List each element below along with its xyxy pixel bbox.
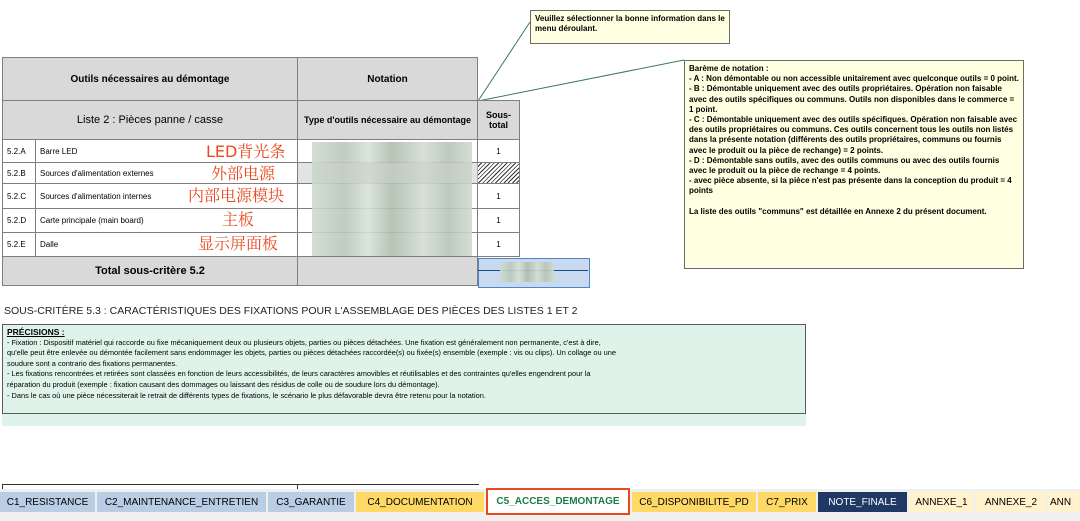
redacted-value bbox=[312, 142, 472, 256]
tab-c7-prix[interactable]: C7_PRIX bbox=[758, 492, 816, 512]
bareme-title: Barème de notation : bbox=[689, 64, 769, 73]
tab-c2-maintenance[interactable]: C2_MAINTENANCE_ENTRETIEN bbox=[97, 492, 266, 512]
tab-c5-acces-demontage[interactable]: C5_ACCES_DEMONTAGE bbox=[486, 488, 630, 515]
row-name: Barre LED bbox=[35, 139, 298, 163]
row-code: 5.2.D bbox=[2, 208, 36, 233]
subtotal-header: Sous-total bbox=[477, 100, 520, 140]
bareme-line: - B : Démontable uniquement avec des outils propriétaires. Opération non faisable avec des outils spécifiques ou communs. Outils non disponibles dans le commerce = 1 point. bbox=[689, 84, 1015, 114]
precisions-box-bottom bbox=[2, 414, 806, 426]
tab-c1-resistance[interactable]: C1_RESISTANCE bbox=[0, 492, 95, 512]
bareme-line: - C : Démontable uniquement avec des outils spécifiques. Opération non faisable avec des outils propriétaires ou communs. Ces outils concernent tous les outils non listés dans la présente notation (différents des outils propriétaires, communs ou fournis avec le produit ou la pièce de rechange) = 2 points. bbox=[689, 115, 1018, 155]
annotation-display-panel: 显示屏面板 bbox=[198, 234, 279, 253]
total-label: Total sous-critère 5.2 bbox=[2, 256, 298, 286]
bareme-line: - D : Démontable sans outils, avec des outils communs ou avec des outils fournis avec le produit ou la pièce de rechange = 4 points. bbox=[689, 155, 1000, 176]
bareme-note bbox=[684, 60, 1024, 269]
annotation-internal-power: 内部电源模块 bbox=[188, 186, 285, 205]
bareme-line: - avec pièce absente, si la pièce n'est pas présente dans la conception du produit = 4 points bbox=[689, 176, 1012, 196]
row-subtotal-hatched bbox=[477, 162, 520, 184]
type-header: Type d'outils nécessaire au démontage bbox=[297, 100, 478, 140]
row-name: Sources d'alimentation externes bbox=[35, 162, 298, 184]
redacted-hatch bbox=[298, 163, 478, 183]
row-code: 5.2.B bbox=[2, 162, 36, 184]
bareme-footer: La liste des outils "communs" est détaillée en Annexe 2 du présent document. bbox=[689, 206, 987, 216]
dropdown-tooltip: Veuillez sélectionner la bonne information dans le menu déroulant. bbox=[530, 10, 730, 44]
precisions-line: - Dans le cas où une pièce nécessiterait le retrait de différents types de fixations, le scénario le plus défavorable devra être retenu pour la notation. bbox=[7, 390, 486, 400]
tab-annexe-partial[interactable]: ANN bbox=[1048, 492, 1080, 512]
precisions-line: qu'elle peut être enlevée ou démontée facilement sans endommager les objets, parties ou pièces détachées raccordée(s) ou fixée(s) ensemble (exemple : vis ou clips). Un collage ou une bbox=[7, 348, 617, 358]
annotation-led-backlight: LED背光条 bbox=[206, 142, 286, 161]
precisions-line: soudure sont a contrario des fixations permanentes. bbox=[7, 358, 178, 368]
tab-c3-garantie[interactable]: C3_GARANTIE bbox=[268, 492, 354, 512]
precisions-line: - Fixation : Dispositif matériel qui raccorde ou fixe mécaniquement deux ou plusieurs objets, parties ou pièces détachées. Une fixation est généralement non permanente, c'est à dire, bbox=[7, 337, 601, 347]
precisions-line: réparation du produit (exemple : fixation causant des dommages ou laissant des résidus de colle ou de soudure lors du démontage). bbox=[7, 379, 440, 389]
row-name: Carte principale (main board) bbox=[35, 208, 298, 233]
precisions-title: PRÉCISIONS : bbox=[7, 327, 65, 337]
list-header: Liste 2 : Pièces panne / casse bbox=[2, 100, 298, 140]
row-subtotal: 1 bbox=[477, 183, 520, 209]
tab-annexe-1[interactable]: ANNEXE_1 bbox=[909, 492, 974, 512]
row-subtotal: 1 bbox=[477, 139, 520, 163]
annotation-external-power: 外部电源 bbox=[211, 164, 276, 183]
precisions-box bbox=[2, 324, 806, 414]
section-title: SOUS-CRITÈRE 5.3 : CARACTÉRISTIQUES DES FIXATIONS POUR L'ASSEMBLAGE DES PIÈCES DES LISTES 1 ET 2 bbox=[4, 305, 578, 317]
tab-annexe-2[interactable]: ANNEXE_2 bbox=[976, 492, 1046, 512]
row-subtotal: 1 bbox=[477, 208, 520, 233]
redacted-total bbox=[500, 262, 554, 282]
row-code: 5.2.E bbox=[2, 232, 36, 257]
row-subtotal: 1 bbox=[477, 232, 520, 257]
header-tools: Outils nécessaires au démontage bbox=[2, 57, 298, 101]
sheet-tabs-bar bbox=[0, 489, 1080, 521]
row-name: Sources d'alimentation internes bbox=[35, 183, 298, 209]
tab-note-finale[interactable]: NOTE_FINALE bbox=[818, 492, 907, 512]
header-notation: Notation bbox=[297, 57, 478, 101]
precisions-line: - Les fixations rencontrées et retirées sont classées en fonction de leurs accessibilités, de leurs caractères amovibles et réutilisables et des contraintes qu'elles engendrent pour la bbox=[7, 369, 591, 379]
tab-c4-documentation[interactable]: C4_DOCUMENTATION bbox=[356, 492, 484, 512]
row-code: 5.2.C bbox=[2, 183, 36, 209]
row-name: Dalle bbox=[35, 232, 298, 257]
total-notation-cell bbox=[297, 256, 478, 286]
bareme-line: - A : Non démontable ou non accessible unitairement avec quelconque outils = 0 point. bbox=[689, 74, 1019, 84]
row-code: 5.2.A bbox=[2, 139, 36, 163]
annotation-main-board: 主板 bbox=[222, 210, 255, 229]
tab-c6-disponibilite[interactable]: C6_DISPONIBILITE_PD bbox=[632, 492, 756, 512]
